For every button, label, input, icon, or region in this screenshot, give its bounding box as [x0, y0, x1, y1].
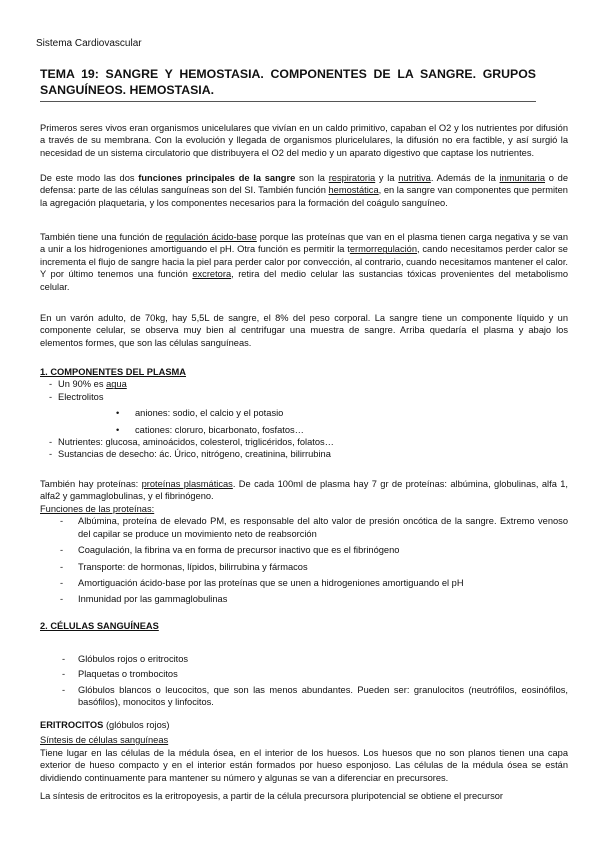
text-run-bold: funciones principales de la sangre — [138, 173, 296, 183]
text-run: porque las proteínas que van en el plasma tienen carga negativa y se van a unir a los hidrogeniones amortiguando el pH. Otra función es permitir la t — [40, 232, 568, 255]
list-item: • aniones: sodio, el calcio y el potasio — [40, 407, 568, 419]
text-run: . De cada 100ml de plasma hay 7 gr de proteínas: albúmina, globulinas, alfa 1, alfa2 y gammaglobulinas, y el fibrinógeno. — [40, 479, 568, 502]
text-run: y la — [375, 173, 399, 183]
list-item — [48, 378, 568, 390]
term-inmunitaria: inmunitaria — [499, 173, 546, 183]
list-item: - Inmunidad por las gammaglobulinas — [40, 593, 568, 605]
plasma-list — [48, 378, 568, 403]
intro-paragraph-1: Primeros seres vivos eran organismos unicelulares que vivían en un caldo primitivo, capaban el O2 y los nutrientes por difusión a través de su membrana. Con la evolución y llegada de organismos pluricelulares, la difusión no era factible, y así surgió la necesidad de un sistema circulatorio que distribuyera el O2 del medio y un aparato digestivo que captase los nutrientes. — [40, 123, 568, 158]
celulas-list — [40, 653, 568, 709]
text-run: , cando necesitamos perder calor se incrementa el flujo de sangre hacia la piel para perder calor por convección, al contrario, cuando necesitamos mantener el calor. Y por último tenemos una función — [40, 244, 568, 280]
intro-paragraph-3 — [40, 231, 568, 293]
funciones-proteinas — [40, 503, 568, 606]
text-run: De este modo las dos — [40, 173, 139, 183]
text-run: son la — [295, 173, 329, 183]
heading-rest: (glóbulos rojos) — [103, 720, 170, 730]
celulas-heading — [40, 620, 568, 632]
section-heading: 2. CÉLULAS SANGUÍNEAS — [40, 621, 159, 631]
term-excretora: excretora — [192, 269, 232, 280]
eritrocitos-paragraph-1: Tiene lugar en las células de la médula ósea, en el interior de los huesos. Los huesos que no son planos tienen una capa exterior de hueso compacto y en el interior están formados por hueso esponjoso. Las células de la médula ósea se están dividiendo continuamente para mantener su número y algunas se van a diferenciar en precursores. — [40, 748, 568, 783]
text-run: También tiene una función de — [40, 232, 166, 242]
text-run: , en la sangre van componentes que permiten la agregación plaquetaria, y los componentes necesarios para la formación del coágulo sanguíneo. — [40, 185, 568, 208]
text-run: o de defensa: parte de las células sanguíneas son del SI. También función — [40, 173, 568, 196]
term-proteinas-plasmaticas: proteínas plasmáticas — [141, 479, 233, 489]
term-hemostatica: hemostática — [328, 185, 379, 196]
document-title: TEMA 19: SANGRE Y HEMOSTASIA. COMPONENTES DE LA SANGRE. GRUPOS SANGUÍNEOS. HEMOSTASIA. — [40, 67, 536, 102]
text-run: Un 90% es — [58, 379, 107, 390]
section-heading: 1. COMPONENTES DEL PLASMA — [40, 367, 187, 377]
term-nutritiva: nutritiva — [398, 173, 431, 183]
electrolitos-list — [40, 407, 568, 436]
subheading: Funciones de las proteínas: — [40, 504, 155, 514]
list-item: - Albúmina, proteína de elevado PM, es responsable del alto valor de presión oncótica de la sangre. Extremo venoso del capilar se produce un movimiento neto de reabsorción — [40, 515, 568, 540]
text-run: . Además de la — [430, 173, 500, 183]
list-item: - Sustancias de desecho: ác. Úrico, nitrógeno, creatinina, bilirrubina — [48, 448, 568, 460]
list-item: - Transporte: de hormonas, lípidos, bilirrubina y fármacos — [40, 561, 568, 573]
list-item: - Amortiguación ácido-base por las proteínas que se unen a hidrogeniones amortiguando el pH — [40, 577, 568, 589]
celulas-list-wrap — [40, 653, 568, 709]
term-agua: agua — [106, 379, 127, 390]
list-item: - Electrolitos — [48, 391, 568, 403]
text-run: También hay proteínas: — [40, 479, 142, 489]
eritrocitos-heading — [40, 719, 568, 731]
eritrocitos-paragraph-2: La síntesis de eritrocitos es la eritropoyesis, a partir de la célula precursora pluripotencial se obtiene el precursor — [40, 791, 504, 801]
intro-paragraph-2 — [40, 172, 568, 209]
proteinas-paragraph — [40, 478, 568, 503]
list-item: - Nutrientes: glucosa, aminoácidos, colesterol, triglicéridos, folatos… — [48, 436, 568, 448]
term-respiratoria: respiratoria — [328, 173, 376, 183]
list-item: - Glóbulos blancos o leucocitos, que son las menos abundantes. Pueden ser: granulocitos (neutrófilos, eosinófilos, basófilos), monocitos y linfocitos. — [40, 684, 568, 709]
funciones-list — [40, 515, 568, 605]
plasma-section — [40, 366, 568, 461]
term-termorregulacion: ermorregulación — [349, 244, 418, 255]
list-item: - Glóbulos rojos o eritrocitos — [40, 653, 568, 665]
intro-paragraph-4: En un varón adulto, de 70kg, hay 5,5L de sangre, el 8% del peso corporal. La sangre tiene un componente líquido y un componente celular, se observa muy bien al centrifugar una muestra de sangre. Arriba quedaría el plasma y abajo los elementos formes, que son las células sanguíneas. — [40, 313, 568, 348]
heading-bold: ERITROCITOS — [40, 720, 104, 730]
text-run: , retira del medio celular las sustancias tóxicas provenientes del metabolismo celular. — [40, 269, 568, 292]
list-item: - Coagulación, la fibrina va en forma de precursor inactivo que es el fibrinógeno — [40, 544, 568, 556]
running-header: Sistema Cardiovascular — [36, 38, 142, 49]
sintesis-subheading: Síntesis de células sanguíneas — [40, 735, 169, 745]
list-item: - Plaquetas o trombocitos — [40, 668, 568, 680]
list-item: • cationes: cloruro, bicarbonato, fosfatos… — [40, 424, 568, 436]
term-regulacion-acido-base: regulación ácido-base — [165, 232, 257, 242]
plasma-list-continued — [48, 436, 568, 461]
